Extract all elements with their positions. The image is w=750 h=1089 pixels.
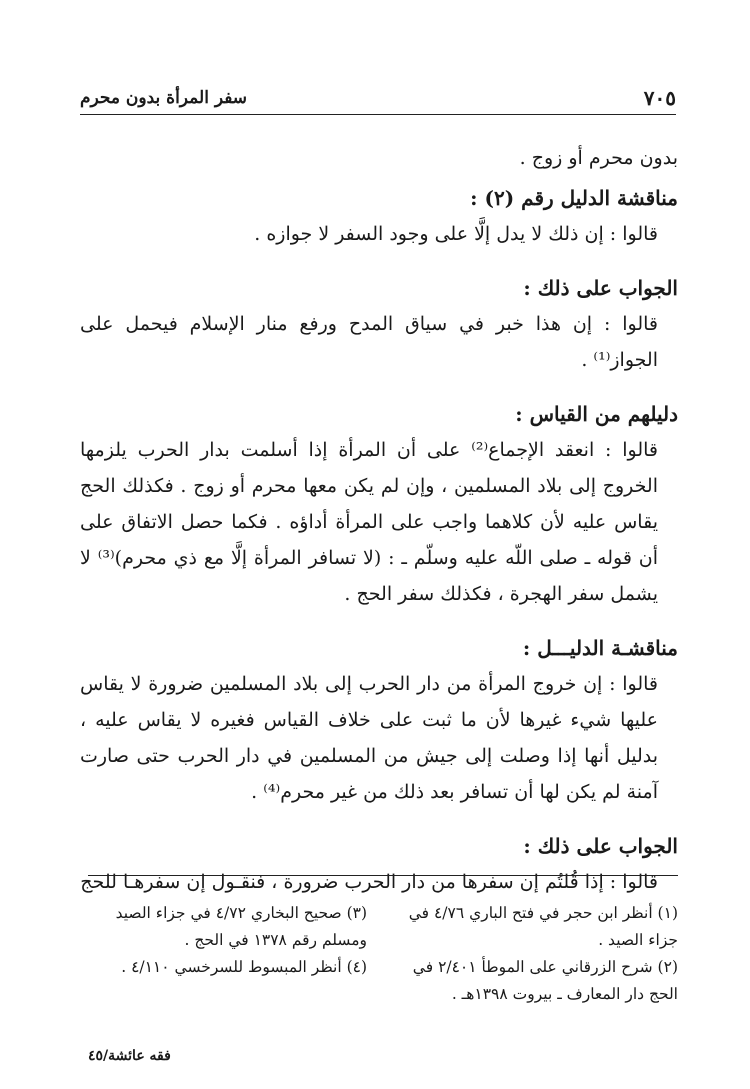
paragraph: قالوا : إن ذلك لا يدل إلَّا على وجود السفر لا جوازه . — [254, 223, 658, 245]
paragraph: بدون محرم أو زوج . — [519, 147, 678, 169]
footnotes-right-column — [391, 900, 678, 1008]
footnote: (٤) أنظر المبسوط للسرخسي ٤/١١٠ . — [121, 958, 368, 976]
footnotes — [80, 900, 678, 1008]
page-footer-signature: فقه عائشة/٤٥ — [88, 1048, 171, 1064]
footnote-divider — [88, 875, 678, 876]
paragraph: قالوا : انعقد الإجماع⁽²⁾ على أن المرأة إذا أسلمت بدار الحرب يلزمها الخروج إلى بلاد المسلمين ، وإن لم يكن معها محرم أو زوج . فكذلك الحج يقاس عليه لأن كلاهما واجب على المرأة أداؤه . فكما حصل الاتفاق على أن قوله ـ صلى اللّه عليه وسلّم ـ : (لا تسافر المرأة إلَّا مع ذي محرم)⁽³⁾ لا يشمل سفر الهجرة ، فكذلك سفر الحج . — [80, 439, 659, 605]
section-heading: الجواب على ذلك : — [523, 276, 678, 300]
footnote: (٣) صحيح البخاري ٤/٧٢ في جزاء الصيد ومسلم رقم ١٣٧٨ في الحج . — [115, 904, 368, 949]
running-title: سفر المرأة بدون محرم — [80, 88, 248, 108]
page-header — [80, 84, 676, 115]
footnote: (١) أنظر ابن حجر في فتح الباري ٤/٧٦ في جزاء الصيد . — [408, 904, 678, 949]
paragraph: قالوا : إن هذا خبر في سياق المدح ورفع منار الإسلام فيحمل على الجواز⁽¹⁾ . — [80, 313, 658, 371]
paragraph: قالوا : إذا قُلتُم إن سفرها من دار الحرب ضرورة ، فنقـول إن سفرهـا للحج — [80, 871, 658, 893]
section-heading: دليلهم من القياس : — [515, 402, 678, 426]
page-number: ٧٠٥ — [643, 86, 676, 110]
main-text — [80, 140, 678, 900]
footnotes-left-column — [80, 900, 367, 1008]
section-heading: الجواب على ذلك : — [523, 834, 678, 858]
section-heading: مناقشة الدليل رقم (٢) : — [470, 186, 678, 210]
paragraph: قالوا : إن خروج المرأة من دار الحرب إلى بلاد المسلمين ضرورة لا يقاس عليها شيء غيرها لأن ما ثبت على خلاف القياس فغيره لا يقاس عليه ، بدليل أنها إذا وصلت إلى جيش من المسلمين في دار الحرب حتى صارت آمنة لم يكن لها أن تسافر بعد ذلك من غير محرم⁽⁴⁾ . — [80, 673, 658, 803]
footnote: (٢) شرح الزرقاني على الموطأ ٢/٤٠١ في الحج دار المعارف ـ بيروت ١٣٩٨هـ . — [412, 958, 678, 1003]
section-heading: مناقشـة الدليـــل : — [522, 636, 678, 660]
